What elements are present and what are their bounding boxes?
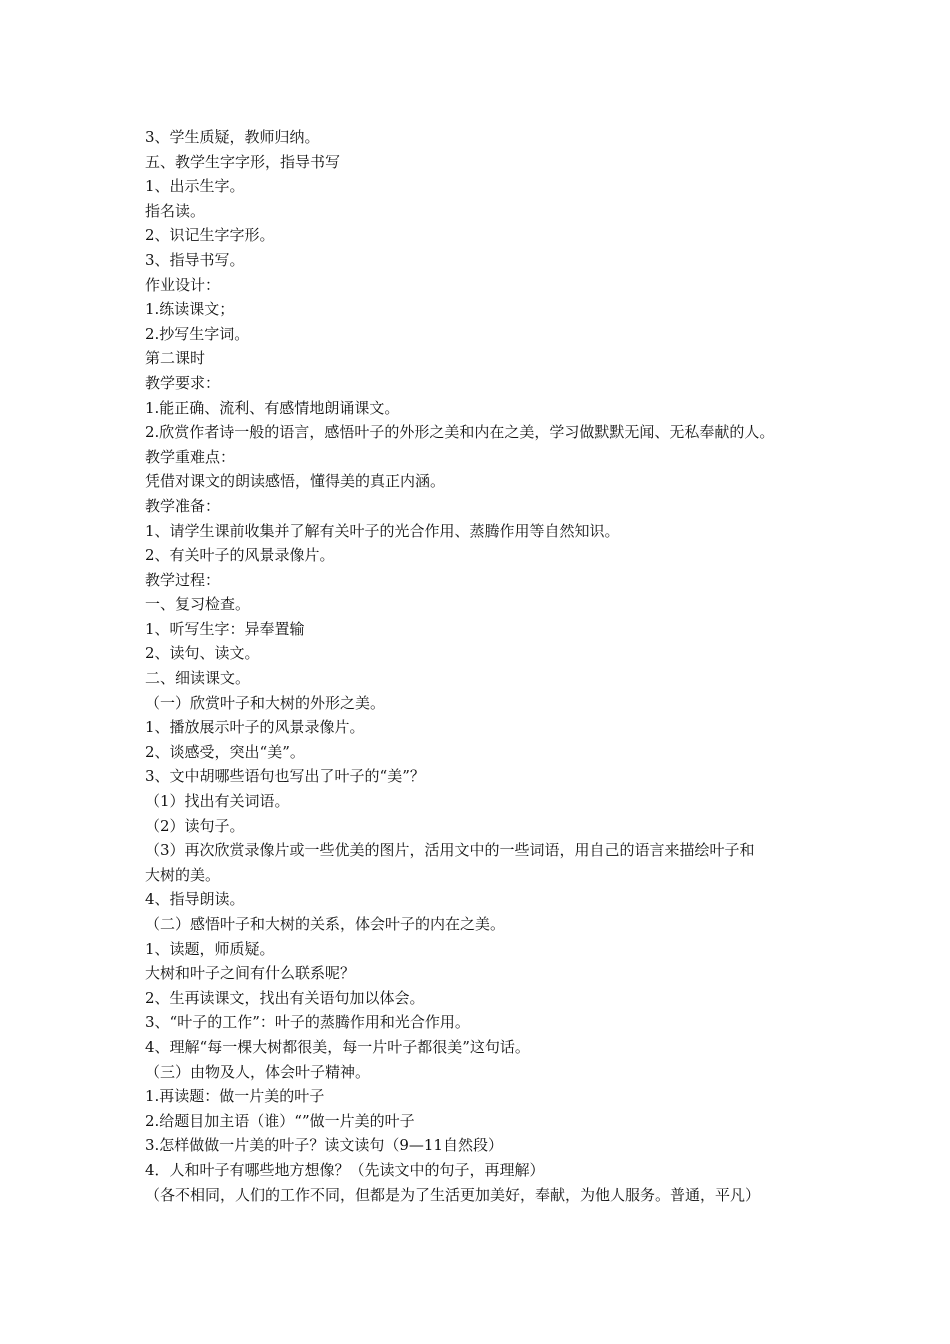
section-heading: 教学重难点： [145,447,236,466]
text-line: 3、文中胡哪些语句也写出了叶子的“美”？ [145,767,425,786]
text-line: （2）读句子。 [145,816,245,835]
text-line: 1.练读课文； [145,300,235,319]
text-line: 3.怎样做做一片美的叶子？读文读句（9—11自然段） [145,1136,503,1155]
text-line: 1.再读题：做一片美的叶子 [145,1087,325,1106]
section-heading: 五、教学生字字形，指导书写 [145,152,341,171]
text-line: 1、听写生字：异奉置输 [145,619,305,638]
text-line: 2、生再读课文，找出有关语句加以体会。 [145,988,425,1007]
section-heading: 一、复习检查。 [145,595,251,614]
section-heading: 教学要求： [145,373,221,392]
text-line: 2、有关叶子的风景录像片。 [145,546,335,565]
text-line: 1、播放展示叶子的风景录像片。 [145,718,365,737]
text-line: 大树和叶子之间有什么联系呢？ [145,964,356,983]
text-line: 4、理解“每一棵大树都很美，每一片叶子都很美”这句话。 [145,1037,530,1056]
text-line: 2、谈感受，突出“美”。 [145,742,305,761]
text-line: （各不相同，人们的工作不同，但都是为了生活更加美好，奉献，为他人服务。普通，平凡） [145,1185,761,1204]
section-heading: 二、细读课文。 [145,669,251,688]
text-line: 大树的美。 [145,865,221,884]
section-heading: 教学准备： [145,496,221,515]
section-heading: 作业设计： [145,275,221,294]
text-line: 4．人和叶子有哪些地方想像？（先读文中的句子，再理解） [145,1160,545,1179]
document-body [145,125,825,1207]
text-line: 2、读句、读文。 [145,644,260,663]
text-line: 2.给题目加主语（谁）“”做一片美的叶子 [145,1111,415,1130]
text-line: （3）再次欣赏录像片或一些优美的图片，活用文中的一些词语，用自己的语言来描绘叶子和 [145,841,755,860]
text-line: （1）找出有关词语。 [145,792,290,811]
text-line: 1、请学生课前收集并了解有关叶子的光合作用、蒸腾作用等自然知识。 [145,521,620,540]
text-line: 4、指导朗读。 [145,890,245,909]
text-line: 3、指导书写。 [145,250,245,269]
text-line: 3、学生质疑，教师归纳。 [145,128,320,146]
subsection-heading: （二）感悟叶子和大树的关系，体会叶子的内在之美。 [145,915,506,933]
section-heading: 教学过程： [145,570,221,589]
text-line: 凭借对课文的朗读感悟，懂得美的真正内涵。 [145,472,446,491]
text-line: 1、读题，师质疑。 [145,939,275,958]
text-line: 2.欣赏作者诗一般的语言，感悟叶子的外形之美和内在之美，学习做默默无闻、无私奉献的人。 [145,423,775,442]
text-line: 2.抄写生字词。 [145,324,250,343]
subsection-heading: （一）欣赏叶子和大树的外形之美。 [145,693,386,712]
text-line: 2、识记生字字形。 [145,226,275,245]
subsection-heading: （三）由物及人，体会叶子精神。 [145,1062,371,1081]
text-line: 1、出示生字。 [145,177,245,196]
text-line: 3、“叶子的工作”：叶子的蒸腾作用和光合作用。 [145,1013,470,1032]
section-heading: 第二课时 [145,349,206,368]
text-line: 1.能正确、流利、有感情地朗诵课文。 [145,398,400,417]
text-line: 指名读。 [145,201,206,220]
